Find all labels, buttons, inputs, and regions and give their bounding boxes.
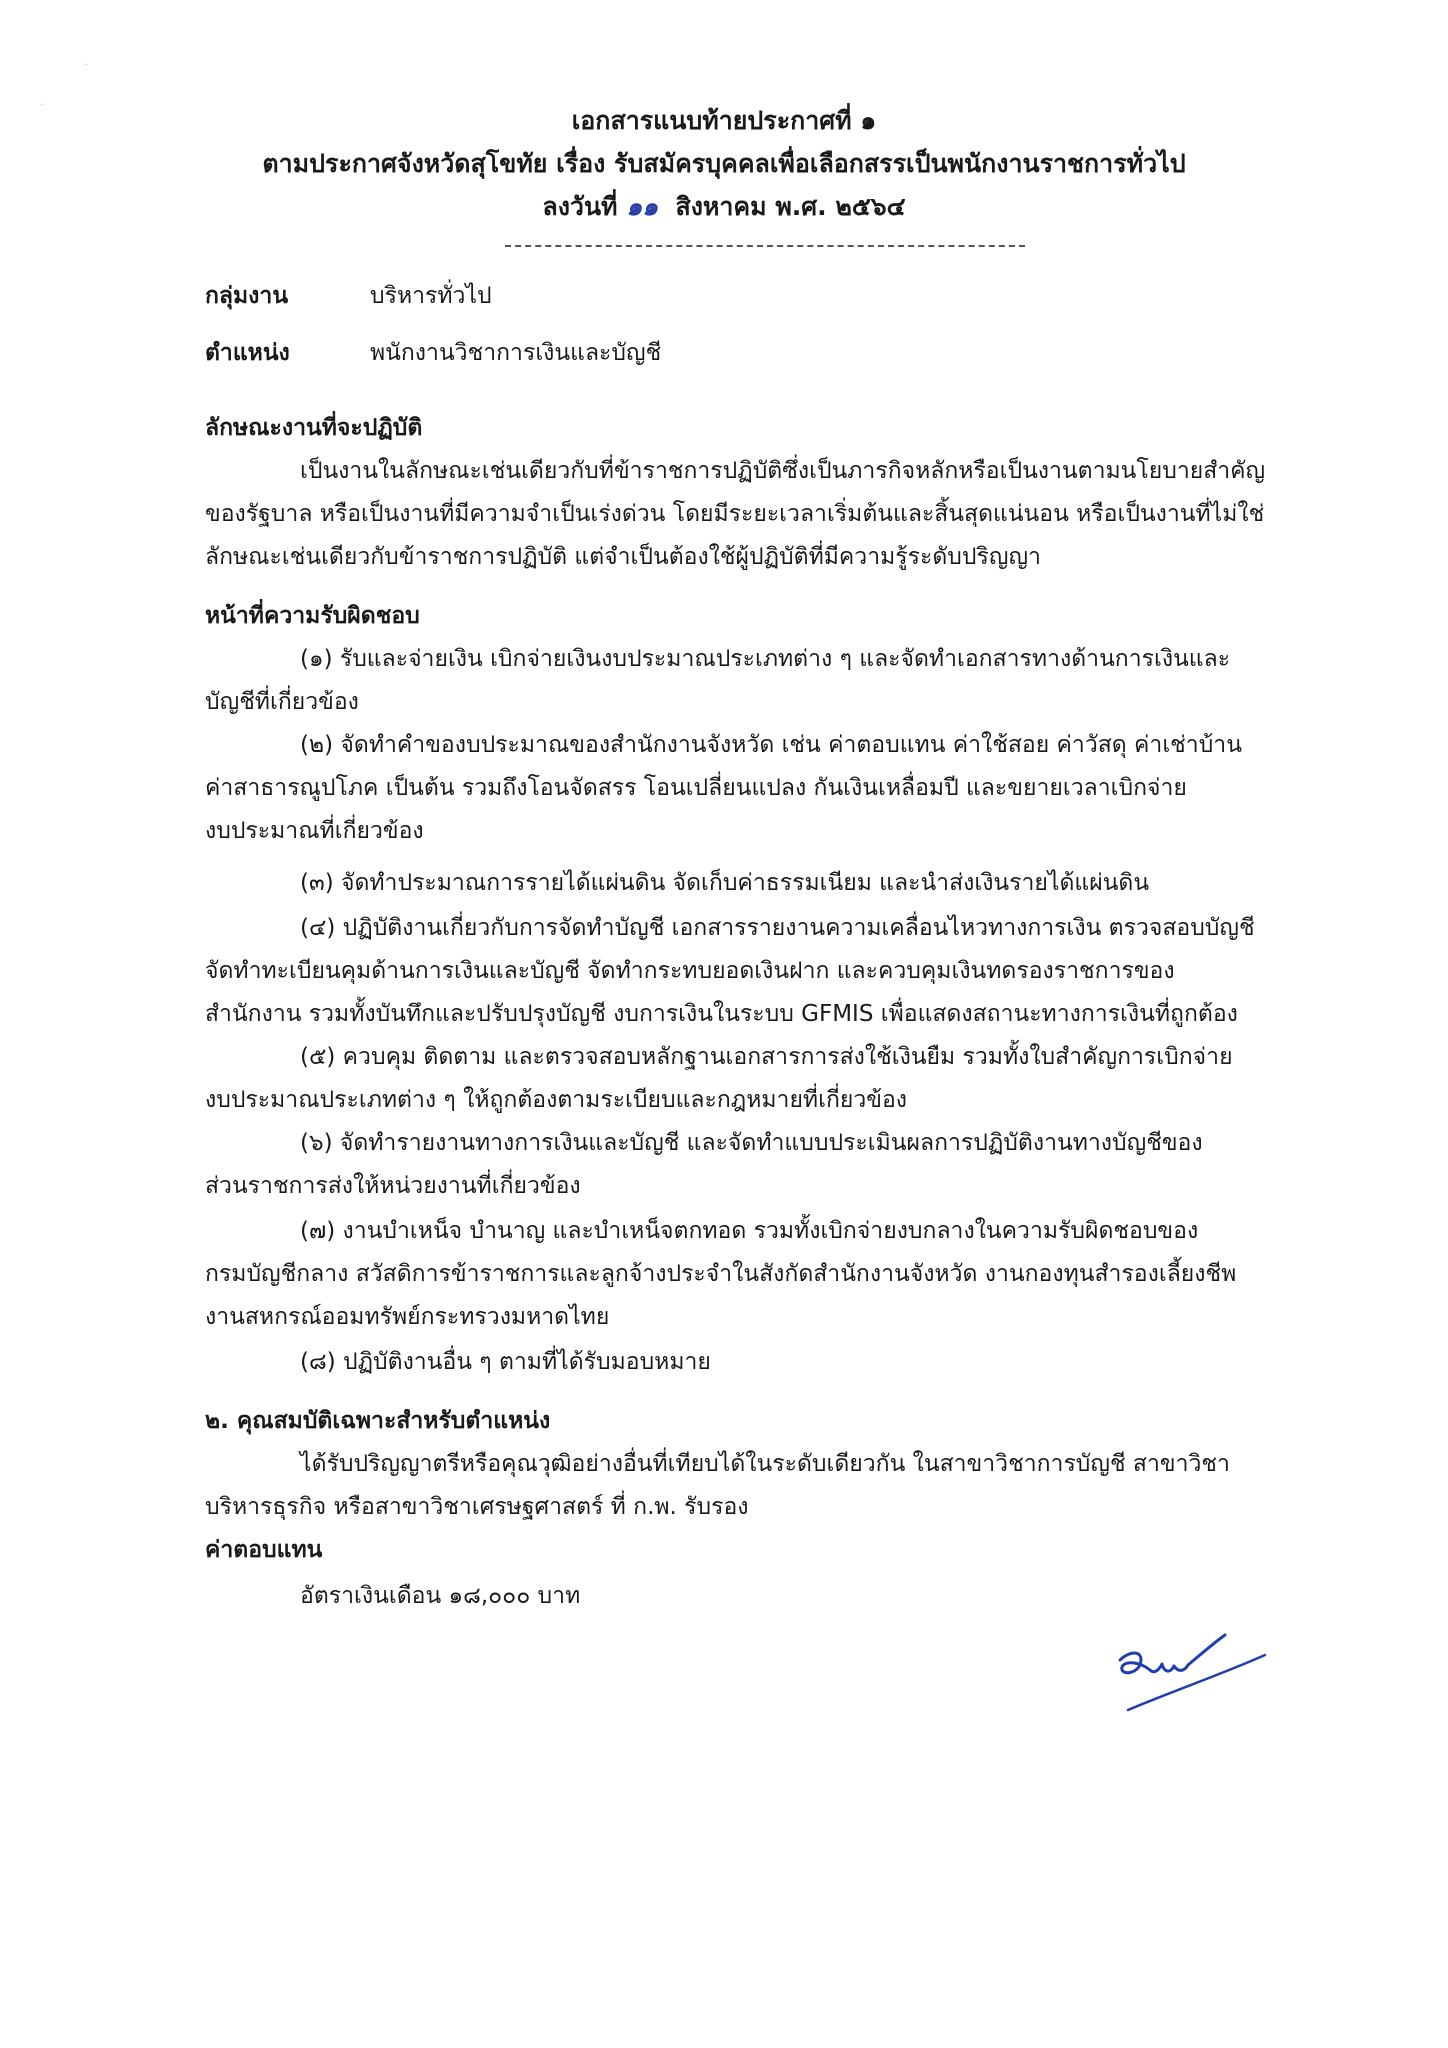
duty-line: งานสหกรณ์ออมทรัพย์กระทรวงมหาดไทย: [205, 1304, 610, 1330]
nature-line: ของรัฐบาล หรือเป็นงานที่มีความจำเป็นเร่งด่วน โดยมีระยะเวลาเริ่มต้นและสิ้นสุดแน่นอน หรือเป็นงานที่ไม่ใช่: [205, 501, 1265, 527]
duty-line: ส่วนราชการส่งให้หน่วยงานที่เกี่ยวข้อง: [205, 1173, 581, 1199]
group-value: บริหารทั่วไป: [370, 283, 492, 309]
duty-line: งบประมาณที่เกี่ยวข้อง: [205, 818, 424, 844]
header-date: ลงวันที่ ๑๑ สิงหาคม พ.ศ. ๒๕๖๔: [542, 192, 906, 221]
duty-line: จัดทำทะเบียนคุมด้านการเงินและบัญชี จัดทำกระทบยอดเงินฝาก และควบคุมเงินทดรองราชการของ: [205, 958, 1175, 984]
group-label: กลุ่มงาน: [205, 283, 289, 309]
header-subject: ตามประกาศจังหวัดสุโขทัย เรื่อง รับสมัครบุคคลเพื่อเลือกสรรเป็นพนักงานราชการทั่วไป: [262, 149, 1186, 178]
duty-line: (๘) ปฏิบัติงานอื่น ๆ ตามที่ได้รับมอบหมาย: [300, 1349, 711, 1375]
compensation-heading: ค่าตอบแทน: [205, 1537, 323, 1563]
duty-line: งบประมาณประเภทต่าง ๆ ให้ถูกต้องตามระเบียบและกฎหมายที่เกี่ยวข้อง: [205, 1087, 908, 1113]
signature: [1100, 1620, 1280, 1720]
duty-line: บัญชีที่เกี่ยวข้อง: [205, 689, 359, 715]
duty-line: (๑) รับและจ่ายเงิน เบิกจ่ายเงินงบประมาณประเภทต่าง ๆ และจัดทำเอกสารทางด้านการเงินและ: [300, 646, 1231, 672]
header-title: เอกสารแนบท้ายประกาศที่ ๑: [571, 106, 877, 135]
duty-line: กรมบัญชีกลาง สวัสดิการข้าราชการและลูกจ้างประจำในสังกัดสำนักงานจังหวัด งานกองทุนสำรองเลี้ยงชีพ: [205, 1261, 1237, 1287]
salary-line: อัตราเงินเดือน ๑๘,๐๐๐ บาท: [300, 1583, 581, 1609]
qualification-line: บริหารธุรกิจ หรือสาขาวิชาเศรษฐศาสตร์ ที่ ก.พ. รับรอง: [205, 1494, 749, 1520]
nature-heading: ลักษณะงานที่จะปฏิบัติ: [205, 415, 423, 441]
nature-line: เป็นงานในลักษณะเช่นเดียวกับที่ข้าราชการปฏิบัติซึ่งเป็นภารกิจหลักหรือเป็นงานตามนโยบายสำคัญ: [300, 458, 1266, 484]
handwritten-day: ๑๑: [626, 192, 659, 221]
duty-line: (๖) จัดทำรายงานทางการเงินและบัญชี และจัดทำแบบประเมินผลการปฏิบัติงานทางบัญชีของ: [300, 1130, 1203, 1156]
qualifications-heading: ๒. คุณสมบัติเฉพาะสำหรับตำแหน่ง: [205, 1408, 551, 1434]
qualification-line: ได้รับปริญญาตรีหรือคุณวุฒิอย่างอื่นที่เทียบได้ในระดับเดียวกัน ในสาขาวิชาการบัญชี สาขาวิชา: [300, 1451, 1230, 1477]
position-value: พนักงานวิชาการเงินและบัญชี: [370, 340, 662, 366]
duty-line: (๔) ปฏิบัติงานเกี่ยวกับการจัดทำบัญชี เอกสารรายงานความเคลื่อนไหวทางการเงิน ตรวจสอบบัญชี: [300, 915, 1255, 941]
duty-line: (๗) งานบำเหน็จ บำนาญ และบำเหน็จตกทอด รวมทั้งเบิกจ่ายงบกลางในความรับผิดชอบของ: [300, 1218, 1199, 1244]
divider: [505, 245, 1025, 247]
duties-heading: หน้าที่ความรับผิดชอบ: [205, 603, 420, 629]
duty-line: สำนักงาน รวมทั้งบันทึกและปรับปรุงบัญชี งบการเงินในระบบ GFMIS เพื่อแสดงสถานะทางการเงินที่ถูกต้อง: [205, 1001, 1238, 1027]
scan-speck: ·: [85, 60, 89, 71]
nature-line: ลักษณะเช่นเดียวกับข้าราชการปฏิบัติ แต่จำเป็นต้องใช้ผู้ปฏิบัติที่มีความรู้ระดับปริญญา: [205, 544, 1041, 570]
duty-line: (๕) ควบคุม ติดตาม และตรวจสอบหลักฐานเอกสารการส่งใช้เงินยืม รวมทั้งใบสำคัญการเบิกจ่าย: [300, 1044, 1233, 1070]
scan-speck: ·: [40, 100, 44, 111]
duty-line: (๒) จัดทำคำของบประมาณของสำนักงานจังหวัด เช่น ค่าตอบแทน ค่าใช้สอย ค่าวัสดุ ค่าเช่าบ้าน: [300, 732, 1242, 758]
position-label: ตำแหน่ง: [205, 340, 290, 366]
duty-line: (๓) จัดทำประมาณการรายได้แผ่นดิน จัดเก็บค่าธรรมเนียม และนำส่งเงินรายได้แผ่นดิน: [300, 870, 1150, 896]
duty-line: ค่าสาธารณูปโภค เป็นต้น รวมถึงโอนจัดสรร โอนเปลี่ยนแปลง กันเงินเหลื่อมปี และขยายเวลาเบิกจ่าย: [205, 775, 1187, 801]
